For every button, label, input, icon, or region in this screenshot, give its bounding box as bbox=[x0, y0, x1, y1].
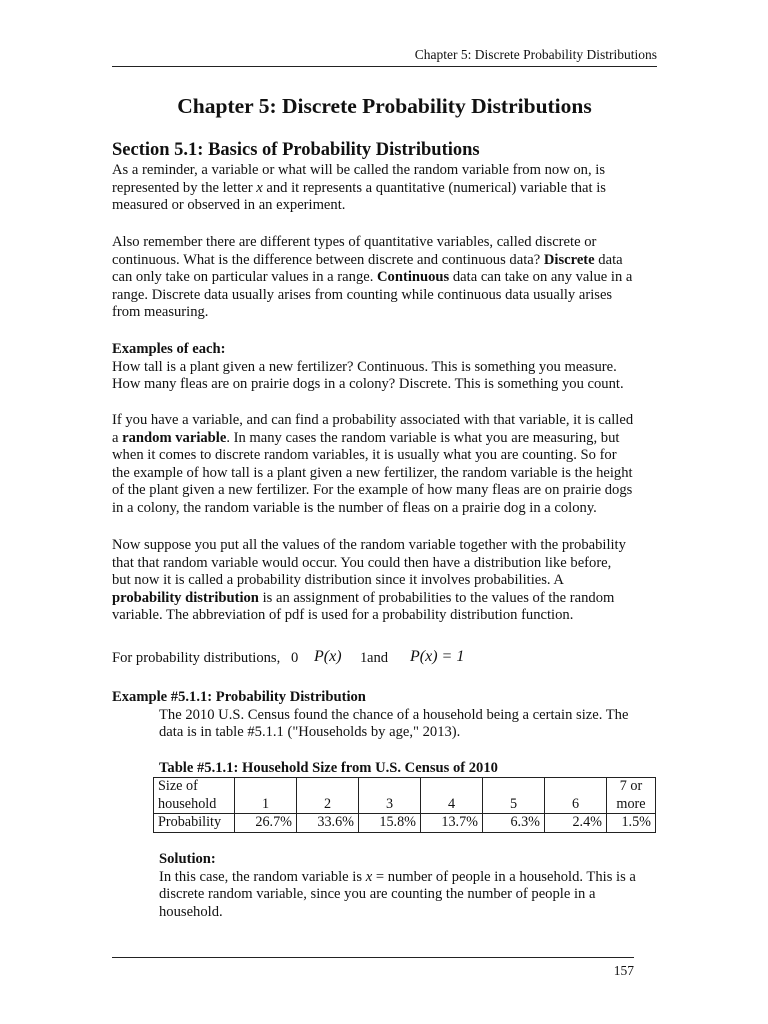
solution-line-3: household. bbox=[159, 903, 223, 920]
table-row-size bbox=[154, 778, 656, 814]
term-random-variable: random variable bbox=[122, 429, 227, 446]
formula-sum: P(x) = 1 bbox=[410, 648, 465, 665]
examples-heading: Examples of each: bbox=[112, 341, 226, 357]
intro-line-1: As a reminder, a variable or what will be called the random variable from now on, is bbox=[112, 162, 606, 178]
household-table bbox=[153, 777, 656, 833]
solution-variable-x: x bbox=[365, 868, 373, 885]
example-line-1: The 2010 U.S. Census found the chance of a household being a certain size. The bbox=[159, 706, 629, 723]
example-line-2: data is in table #5.1.1 ("Households by age," 2013). bbox=[159, 724, 461, 741]
section-title: Section 5.1: Basics of Probability Distributions bbox=[112, 140, 480, 160]
rv-line-2-c: . In many cases the random variable is what you are measuring, but bbox=[226, 429, 620, 446]
size-label-top: Size of bbox=[158, 778, 198, 794]
table-caption: Table #5.1.1: Household Size from U.S. Census of 2010 bbox=[159, 760, 498, 776]
term-probability-distribution: probability distribution bbox=[112, 589, 259, 606]
example-heading: Example #5.1.1: Probability Distribution bbox=[112, 689, 366, 705]
formula-and: and bbox=[367, 650, 389, 666]
probability-distribution-paragraph bbox=[112, 537, 657, 625]
table-cell-probability: 13.7% bbox=[421, 814, 483, 833]
pd-line-5: variable. The abbreviation of pdf is used for a probability distribution function. bbox=[112, 607, 574, 624]
discrete-continuous-paragraph bbox=[112, 234, 657, 322]
solution-line-1-b: = number of people in a household. This is a bbox=[372, 868, 636, 885]
running-header-title: Chapter 5: Discrete Probability Distributions bbox=[414, 47, 657, 62]
examples-block bbox=[112, 341, 657, 394]
rv-line-1: If you have a variable, and can find a probability associated with that variable, it is called bbox=[112, 412, 634, 428]
table-cell-size: 1 bbox=[235, 778, 297, 814]
table-cell-size: 6 bbox=[545, 778, 607, 814]
formula-one: 1 bbox=[360, 650, 368, 666]
chapter-title: Chapter 5: Discrete Probability Distributions bbox=[177, 94, 592, 118]
dc-line-2-a: continuous. What is the difference between discrete and continuous data? bbox=[112, 251, 544, 268]
table-cell-size-label bbox=[154, 778, 235, 814]
rv-line-5: of the plant given a new fertilizer. For the example of how many fleas are on prairie dogs bbox=[112, 482, 633, 499]
table-cell-size: 3 bbox=[359, 778, 421, 814]
pd-line-1: Now suppose you put all the values of the random variable together with the probability bbox=[112, 537, 626, 553]
examples-line-2: How many fleas are on prairie dogs in a colony? Discrete. This is something you count. bbox=[112, 376, 624, 393]
formula-px: P(x) bbox=[314, 648, 342, 665]
table-cell-size: 5 bbox=[483, 778, 545, 814]
table-cell-probability: 26.7% bbox=[235, 814, 297, 833]
dc-line-2 bbox=[112, 252, 657, 270]
solution-line-1-a: In this case, the random variable is bbox=[159, 868, 366, 885]
intro-line-2-b: and it represents a quantitative (numerical) variable that is bbox=[262, 179, 606, 196]
solution-heading: Solution: bbox=[159, 851, 216, 867]
rv-line-6: in a colony, the random variable is the number of fleas on a prairie dog in a colony. bbox=[112, 499, 597, 516]
pd-line-3: but now it is called a probability distribution since it involves probabilities. A bbox=[112, 572, 564, 589]
table-row-probability bbox=[154, 814, 656, 833]
dc-line-5: from measuring. bbox=[112, 304, 209, 321]
rv-line-2-a: a bbox=[112, 429, 123, 446]
pd-line-2: that that random variable would occur. You could then have a distribution like before, bbox=[112, 554, 612, 571]
formula-lead: For probability distributions, bbox=[112, 650, 281, 666]
table-cell-size: 2 bbox=[297, 778, 359, 814]
table-cell-probability: 33.6% bbox=[297, 814, 359, 833]
solution-line-1 bbox=[159, 869, 659, 887]
intro-paragraph bbox=[112, 162, 657, 215]
running-header bbox=[112, 46, 657, 67]
pdf-formula-line bbox=[112, 648, 657, 670]
last-size-top: 7 or bbox=[619, 778, 643, 794]
table-cell-probability: 6.3% bbox=[483, 814, 545, 833]
examples-line-1: How tall is a plant given a new fertilizer? Continuous. This is something you measure. bbox=[112, 358, 617, 375]
table-cell-size: 4 bbox=[421, 778, 483, 814]
table-cell-probability: 1.5% bbox=[607, 814, 656, 833]
intro-line-2-a: represented by the letter bbox=[112, 179, 257, 196]
dc-line-3 bbox=[112, 269, 657, 287]
page-footer bbox=[112, 957, 634, 980]
page-number: 157 bbox=[613, 963, 634, 978]
intro-line-2 bbox=[112, 180, 657, 198]
last-size-bottom: more bbox=[616, 795, 646, 812]
solution-line-2: discrete random variable, since you are counting the number of people in a bbox=[159, 886, 596, 903]
term-discrete: Discrete bbox=[543, 251, 595, 268]
rv-line-3: when it comes to discrete random variables, it is usually what you are counting. So for bbox=[112, 447, 617, 464]
size-label-bottom: household bbox=[158, 795, 217, 812]
pd-line-4-b: is an assignment of probabilities to the values of the random bbox=[258, 589, 615, 606]
term-continuous: Continuous bbox=[377, 269, 450, 286]
table-cell-probability-label: Probability bbox=[154, 814, 235, 833]
rv-line-2 bbox=[112, 430, 657, 448]
example-block bbox=[112, 689, 657, 742]
pd-line-4 bbox=[112, 590, 657, 608]
dc-line-3-c: data can take on any value in a bbox=[449, 269, 633, 286]
intro-line-3: measured or observed in an experiment. bbox=[112, 197, 346, 214]
rv-line-4: the example of how tall is a plant given a new fertilizer, the random variable is the height bbox=[112, 464, 633, 481]
dc-line-2-c: data bbox=[594, 251, 623, 268]
variable-x: x bbox=[256, 179, 263, 196]
table-cell-probability: 2.4% bbox=[545, 814, 607, 833]
dc-line-1: Also remember there are different types of quantitative variables, called discrete or bbox=[112, 234, 597, 250]
dc-line-3-a: can only take on particular values in a range. bbox=[112, 269, 378, 286]
formula-zero: 0 bbox=[291, 650, 299, 666]
table-cell-size-last bbox=[607, 778, 656, 814]
table-cell-probability: 15.8% bbox=[359, 814, 421, 833]
random-variable-paragraph bbox=[112, 412, 657, 518]
dc-line-4: range. Discrete data usually arises from counting while continuous data usually arises bbox=[112, 286, 613, 303]
solution-block bbox=[159, 851, 659, 921]
